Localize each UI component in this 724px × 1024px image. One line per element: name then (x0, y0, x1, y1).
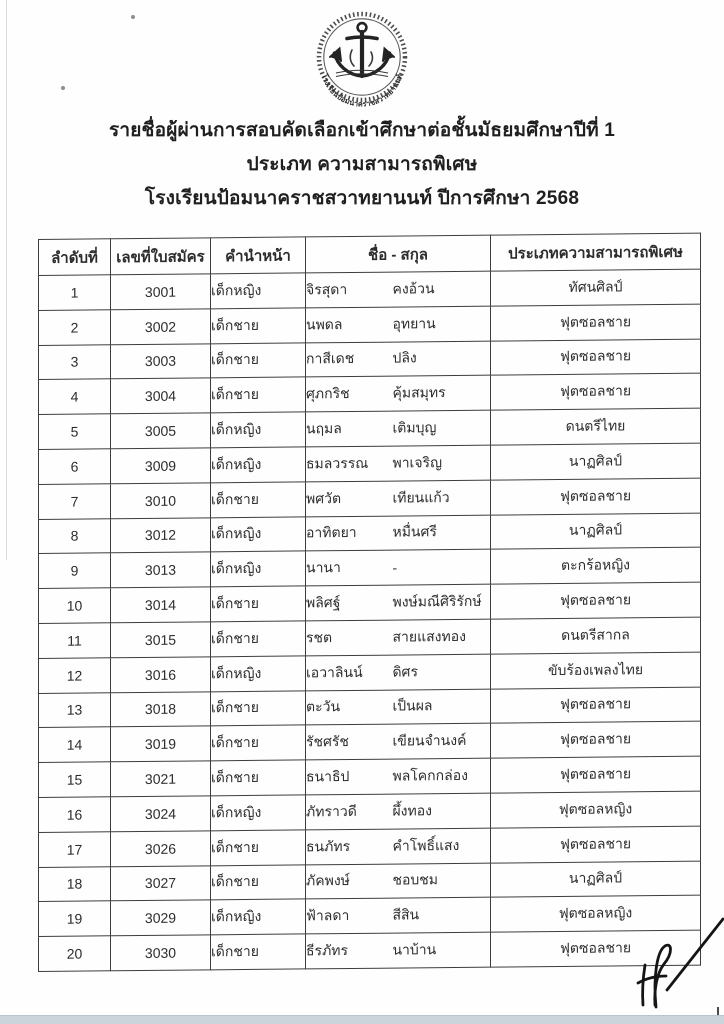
cell-prefix: เด็กชาย (211, 934, 306, 970)
cell-order: 17 (39, 832, 111, 867)
cell-app-number: 3012 (111, 517, 211, 553)
last-name: ปลิง (392, 349, 417, 367)
cell-prefix: เด็กชาย (211, 308, 306, 344)
cell-order: 9 (39, 553, 111, 588)
col-header-prefix: คำนำหน้า (211, 237, 306, 274)
cell-app-number: 3010 (111, 483, 211, 519)
first-name: นฤมล (306, 420, 342, 437)
school-emblem-icon (300, 10, 424, 110)
col-header-order: ลำดับที่ (39, 239, 111, 276)
page-subtitle-type: ประเภท ความสามารถพิเศษ (246, 154, 478, 175)
last-name: เทียนแก้ว (392, 488, 450, 506)
last-name: สายแสงทอง (392, 627, 466, 645)
cell-ability: ดนตรีไทย (491, 408, 701, 445)
last-name: คำโพธิ์แสง (392, 836, 460, 854)
cell-ability: ทัศนศิลป์ (491, 269, 701, 306)
last-name: พงษ์มณีศิริรักษ์ (392, 592, 482, 610)
cell-order: 2 (39, 310, 111, 345)
first-name: พศวัต (306, 489, 342, 507)
last-name: เติมบุญ (392, 419, 437, 436)
cell-ability: ฟุตซอลชาย (491, 826, 701, 863)
cell-prefix: เด็กหญิง (211, 656, 306, 692)
cell-prefix: เด็กชาย (211, 621, 306, 657)
first-name: ภัคพงษ์ (306, 872, 350, 889)
cell-name (306, 897, 491, 934)
table-row (39, 930, 701, 971)
cell-ability: นาฏศิลป์ (491, 443, 701, 480)
last-name: คุ้มสมุทร (392, 384, 446, 401)
last-name: ชอบชม (392, 871, 438, 889)
cell-order: 6 (39, 449, 111, 484)
table-body (39, 269, 701, 971)
scan-speck (131, 15, 135, 19)
cell-prefix: เด็กหญิง (211, 795, 306, 831)
cell-app-number: 3026 (111, 831, 211, 867)
first-name: ภัทราวดี (306, 802, 357, 820)
cell-ability: ดนตรีสากล (491, 617, 701, 654)
first-name: ธนาธิป (306, 768, 350, 785)
signature-mark (609, 893, 724, 1024)
first-name: รัชศรัช (306, 733, 349, 750)
cell-name (306, 828, 491, 865)
cell-app-number: 3001 (111, 274, 211, 310)
scan-left-edge (6, 0, 7, 560)
cell-app-number: 3014 (111, 587, 211, 623)
cell-ability: ฟุตซอลชาย (491, 687, 701, 724)
cell-order: 13 (39, 692, 111, 727)
cell-ability: นาฏศิลป์ (491, 513, 701, 550)
cell-name (306, 341, 491, 378)
first-name: ตะวัน (306, 698, 341, 715)
cell-name (306, 445, 491, 482)
cell-app-number: 3027 (111, 865, 211, 901)
cell-name (306, 758, 491, 795)
cell-order: 5 (39, 414, 111, 449)
first-name: เอวาลินน์ (306, 663, 363, 681)
last-name: ดิศร (392, 663, 418, 680)
cell-ability: ฟุตซอลชาย (491, 478, 701, 515)
first-name: จิรสุดา (306, 280, 348, 298)
cell-ability: ฟุตซอลชาย (491, 374, 701, 411)
first-name: พลิศฐ์ (306, 594, 341, 611)
cell-name (306, 306, 491, 343)
last-name: พลโคกกล่อง (392, 766, 468, 784)
cell-order: 1 (39, 275, 111, 310)
cell-ability: ฟุตซอลชาย (491, 756, 701, 793)
cell-name (306, 619, 491, 656)
cell-order: 18 (39, 866, 111, 901)
scan-bottom-edge (0, 1015, 724, 1024)
col-header-app-number: เลขที่ใบสมัคร (111, 238, 211, 275)
last-name: เป็นผล (392, 697, 433, 715)
first-name: อาทิตยา (306, 524, 357, 541)
cell-prefix: เด็กหญิง (211, 273, 306, 309)
cell-prefix: เด็กหญิง (211, 447, 306, 483)
first-name: รชต (306, 629, 333, 646)
cell-prefix: เด็กชาย (211, 377, 306, 413)
cell-app-number: 3015 (111, 622, 211, 658)
cell-app-number: 3019 (111, 726, 211, 762)
cell-app-number: 3005 (111, 413, 211, 449)
cell-order: 10 (39, 588, 111, 623)
document-title-block (0, 114, 724, 216)
cell-app-number: 3018 (111, 691, 211, 727)
cell-name (306, 376, 491, 413)
emblem-school-name: โรงเรียนป้อมนาคราชสวาทยานนท์ (319, 72, 405, 109)
scan-speck (61, 86, 65, 90)
last-name: นาบ้าน (392, 941, 437, 958)
cell-prefix: เด็กชาย (211, 343, 306, 379)
cell-prefix: เด็กชาย (211, 482, 306, 518)
cell-order: 19 (39, 901, 111, 936)
cell-order: 16 (39, 797, 111, 832)
cell-app-number: 3002 (111, 309, 211, 345)
cell-prefix: เด็กหญิง (211, 517, 306, 553)
cell-ability: ขับร้องเพลงไทย (491, 652, 701, 689)
first-name: ฟ้าลดา (306, 907, 350, 924)
cell-app-number: 3021 (111, 761, 211, 797)
cell-name (306, 515, 491, 552)
cell-order: 4 (39, 379, 111, 414)
last-name: สีสิน (392, 906, 420, 923)
cell-order: 14 (39, 727, 111, 762)
last-name: หมื่นศรี (392, 523, 437, 541)
cell-app-number: 3013 (111, 552, 211, 588)
page-subtitle-school-year: โรงเรียนป้อมนาคราชสวาทยานนท์ ปีการศึกษา 2568 (144, 188, 580, 209)
cell-prefix: เด็กหญิง (211, 412, 306, 448)
cell-order: 8 (39, 518, 111, 553)
cell-app-number: 3016 (111, 657, 211, 693)
first-name: นพดล (306, 315, 343, 333)
last-name: อุทยาน (392, 314, 436, 332)
results-table-wrap (38, 233, 700, 972)
cell-name (306, 932, 491, 969)
cell-ability: ฟุตซอลชาย (491, 930, 701, 967)
cell-name (306, 480, 491, 517)
cell-order: 20 (39, 936, 111, 971)
cell-name (306, 689, 491, 726)
cell-ability: ฟุตซอลชาย (491, 304, 701, 341)
cell-order: 3 (39, 344, 111, 379)
last-name: พาเจริญ (392, 453, 442, 471)
first-name: กาสีเดช (306, 350, 355, 367)
cell-name (306, 793, 491, 830)
cell-name (306, 550, 491, 587)
cell-ability: ฟุตซอลชาย (491, 721, 701, 758)
cell-prefix: เด็กชาย (211, 760, 306, 796)
page-title: รายชื่อผู้ผ่านการสอบคัดเลือกเข้าศึกษาต่อชั้นมัธยมศึกษาปีที่ 1 (108, 120, 616, 141)
cell-order: 12 (39, 658, 111, 693)
cell-ability: นาฏศิลป์ (491, 861, 701, 898)
cell-app-number: 3003 (111, 343, 211, 379)
cell-ability: ฟุตซอลชาย (491, 582, 701, 619)
cell-prefix: เด็กชาย (211, 586, 306, 622)
cell-name (306, 410, 491, 447)
first-name: ธนภัทร (306, 837, 351, 855)
cell-ability: ฟุตซอลชาย (491, 339, 701, 376)
last-name: คงอ้วน (392, 280, 435, 297)
results-table (38, 233, 701, 972)
cell-ability: ฟุตซอลหญิง (491, 895, 701, 932)
cell-prefix: เด็กหญิง (211, 899, 306, 935)
cell-app-number: 3024 (111, 796, 211, 832)
cell-prefix: เด็กชาย (211, 725, 306, 761)
cell-name (306, 863, 491, 900)
cell-prefix: เด็กชาย (211, 690, 306, 726)
cell-app-number: 3009 (111, 448, 211, 484)
cell-ability: ฟุตซอลหญิง (491, 791, 701, 828)
cell-order: 7 (39, 484, 111, 519)
col-header-name: ชื่อ - สกุล (306, 235, 491, 273)
cell-name (306, 654, 491, 691)
first-name: ศุภกริช (306, 385, 350, 402)
first-name: นานา (306, 559, 341, 576)
first-name: ธมลวรรณ (306, 454, 369, 472)
last-name: เขียนจำนงค์ (392, 732, 467, 749)
cell-order: 15 (39, 762, 111, 797)
cell-name (306, 724, 491, 761)
first-name: ธีรภัทร (306, 942, 349, 959)
last-name: - (392, 559, 398, 576)
cell-name (306, 584, 491, 621)
cell-app-number: 3030 (111, 935, 211, 971)
cell-app-number: 3004 (111, 378, 211, 414)
cell-app-number: 3029 (111, 900, 211, 936)
cell-prefix: เด็กชาย (211, 830, 306, 866)
cell-prefix: เด็กชาย (211, 864, 306, 900)
last-name: ผึ้งทอง (392, 802, 432, 819)
col-header-ability: ประเภทความสามารถพิเศษ (491, 233, 701, 271)
cell-order: 11 (39, 623, 111, 658)
cell-name (306, 271, 491, 308)
cell-prefix: เด็กหญิง (211, 551, 306, 587)
cell-ability: ตะกร้อหญิง (491, 548, 701, 585)
